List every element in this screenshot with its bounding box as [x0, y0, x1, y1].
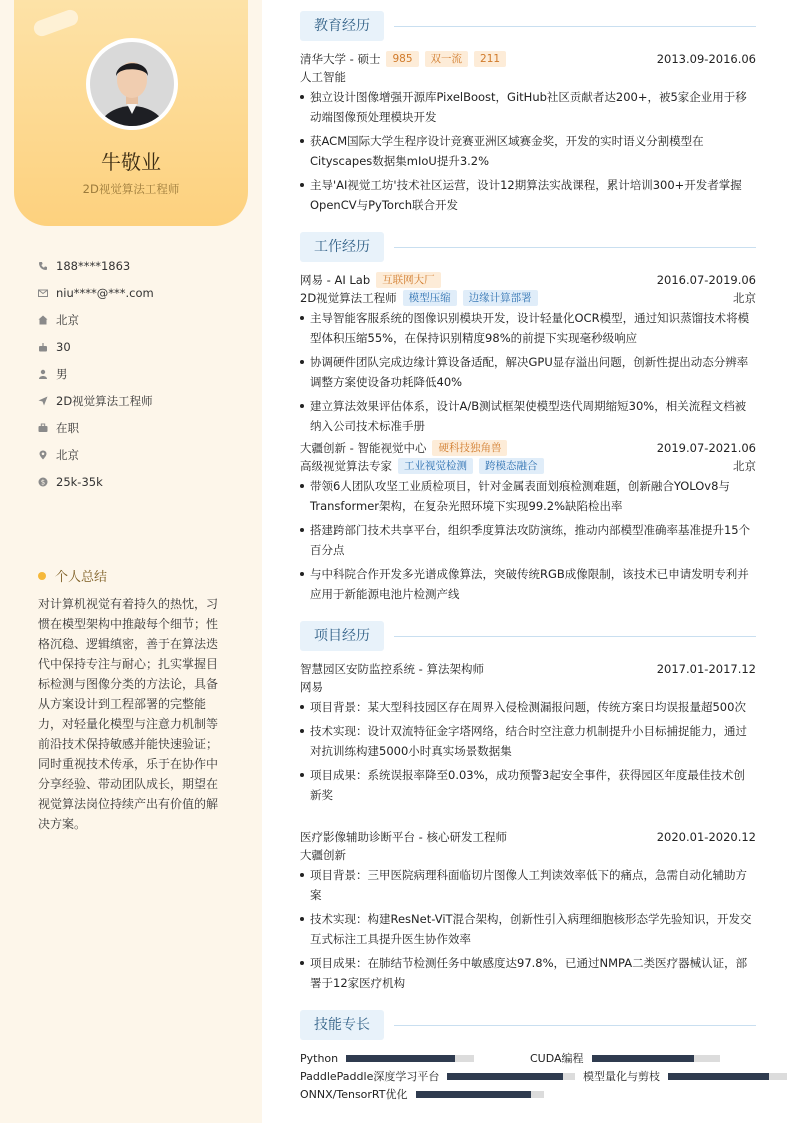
section-title: 项目经历	[300, 621, 384, 651]
tag-badge: 双一流	[425, 51, 469, 67]
list-item: 主导智能客服系统的图像识别模块开发，设计轻量化OCR模型，通过知识蒸馏技术将模型体积压缩55%，在保持识别精度98%的前提下实现毫秒级响应	[300, 308, 756, 348]
city: 北京	[733, 291, 756, 305]
bullet-list	[300, 308, 756, 436]
salary-icon	[38, 477, 48, 487]
tag-badge: 互联网大厂	[376, 272, 441, 288]
section-work	[300, 232, 756, 262]
tag-badge: 模型压缩	[403, 290, 457, 306]
svg-text:$: $	[40, 478, 46, 487]
summary-heading-text: 个人总结	[55, 570, 108, 585]
age-icon	[38, 342, 48, 352]
date-range: 2020.01-2020.12	[656, 830, 756, 844]
skill-bar	[592, 1055, 720, 1062]
contact-home	[38, 306, 154, 333]
job-role: 2D视觉算法工程师	[300, 291, 397, 305]
section-projects	[300, 621, 756, 651]
project-header	[300, 828, 756, 846]
mail-icon	[38, 288, 48, 298]
tag-badge: 硬科技独角兽	[432, 440, 507, 456]
skill-bar	[668, 1073, 787, 1080]
education-major-row	[300, 68, 756, 86]
company-name: 网易 - AI Lab	[300, 273, 371, 287]
skill-name: ONNX/TensorRT优化	[300, 1088, 408, 1101]
tag-badge: 跨模态融合	[479, 458, 544, 474]
section-skills	[300, 1010, 756, 1040]
status-text: 在职	[56, 420, 79, 435]
bullet-list	[300, 865, 756, 993]
divider	[394, 26, 756, 27]
skill-bar-fill	[416, 1091, 531, 1098]
work-entry	[300, 439, 756, 608]
date-range: 2013.09-2016.06	[656, 52, 756, 66]
tag-badge: 边缘计算部署	[463, 290, 538, 306]
major: 人工智能	[300, 70, 346, 84]
salary-text: 25k-35k	[56, 474, 103, 489]
list-item: 带领6人团队攻坚工业质检项目，针对金属表面划痕检测难题，创新融合YOLOv8与Transformer架构，在复杂光照环境下实现99.2%缺陷检出率	[300, 476, 756, 516]
date-range: 2016.07-2019.06	[656, 273, 756, 287]
school-name: 清华大学 - 硕士	[300, 52, 381, 66]
list-item: 获ACM国际大学生程序设计竞赛亚洲区域赛金奖，开发的实时语义分割模型在Cityscapes数据集mIoU提升3.2%	[300, 131, 756, 171]
work-header	[300, 271, 756, 289]
contact-gender	[38, 360, 154, 387]
project-name: 医疗影像辅助诊断平台 - 核心研发工程师	[300, 830, 507, 844]
bullet-list	[300, 87, 756, 215]
profile-name: 牛敬业	[101, 150, 161, 174]
project-name: 智慧园区安防监控系统 - 算法架构师	[300, 662, 484, 676]
skill-item	[300, 1067, 575, 1085]
project-header	[300, 660, 756, 678]
list-item: 与中科院合作开发多光谱成像算法，突破传统RGB成像限制，该技术已申请发明专利并应用于新能源电池片检测产线	[300, 564, 756, 604]
date-range: 2019.07-2021.06	[656, 441, 756, 455]
contact-phone	[38, 252, 154, 279]
divider	[394, 636, 756, 637]
list-item: 主导'AI视觉工坊'技术社区运营，设计12期算法实战课程，累计培训300+开发者掌握OpenCV与PyTorch联合开发	[300, 175, 756, 215]
list-item: 独立设计图像增强开源库PixelBoost，GitHub社区贡献者达200+，被5家企业用于移动端图像预处理模块开发	[300, 87, 756, 127]
work-role-row	[300, 457, 756, 475]
location-pin-icon	[38, 450, 48, 460]
skill-bar-fill	[447, 1073, 562, 1080]
tag-badge: 211	[474, 51, 506, 67]
project-org: 网易	[300, 680, 323, 694]
skill-bar	[447, 1073, 575, 1080]
work-role-row	[300, 289, 756, 307]
summary-text: 对计算机视觉有着持久的热忱，习惯在模型架构中推敲每个细节；性格沉稳、逻辑缜密，善于在算法迭代中保持专注与耐心；扎实掌握目标检测与图像分类的方法论，具备从方案设计到工程部署的完整能力，对轻量化模型与注意力机制等前沿技术保持敏感并能快速验证；同时重视技术传承，乐于在协作中分享经验、带动团队成长，期望在视觉算法岗位持续产出有价值的解决方案。	[38, 597, 219, 831]
gender-icon	[38, 369, 48, 379]
skill-item	[583, 1067, 787, 1085]
contact-target-role	[38, 387, 154, 414]
profile-title: 2D视觉算法工程师	[82, 182, 180, 196]
education-header	[300, 50, 756, 68]
skill-bar-fill	[592, 1055, 694, 1062]
section-education	[300, 11, 756, 41]
tag-badge: 工业视觉检测	[398, 458, 473, 474]
home-icon	[38, 315, 48, 325]
location-text: 北京	[56, 447, 79, 462]
contact-age	[38, 333, 154, 360]
work-entry	[300, 271, 756, 440]
work-header	[300, 439, 756, 457]
project-org-row	[300, 678, 756, 696]
target-role-text: 2D视觉算法工程师	[56, 393, 153, 408]
skill-name: CUDA编程	[530, 1052, 584, 1065]
divider	[394, 247, 756, 248]
contact-location	[38, 441, 154, 468]
bullet-list	[300, 697, 756, 805]
list-item: 项目成果：在肺结节检测任务中敏感度达97.8%，已通过NMPA二类医疗器械认证，部署于12家医疗机构	[300, 953, 756, 993]
skill-name: 模型量化与剪枝	[583, 1070, 660, 1083]
tag-badge: 985	[386, 51, 418, 67]
contact-status	[38, 414, 154, 441]
skill-bar-fill	[668, 1073, 769, 1080]
skill-name: PaddlePaddle深度学习平台	[300, 1070, 440, 1083]
project-org: 大疆创新	[300, 848, 346, 862]
section-title: 工作经历	[300, 232, 384, 262]
summary-heading	[38, 566, 107, 585]
skill-bar	[416, 1091, 544, 1098]
list-item: 技术实现：构建ResNet-ViT混合架构，创新性引入病理细胞核形态学先验知识，开发交互式标注工具提升医生协作效率	[300, 909, 756, 949]
skill-bar-fill	[346, 1055, 455, 1062]
city: 北京	[733, 459, 756, 473]
list-item: 协调硬件团队完成边缘计算设备适配，解决GPU显存溢出问题，创新性提出动态分辨率调整方案使设备功耗降低40%	[300, 352, 756, 392]
sidebar	[0, 0, 262, 1123]
skill-name: Python	[300, 1051, 339, 1065]
skill-bar	[346, 1055, 474, 1062]
skill-item	[300, 1085, 544, 1103]
list-item: 技术实现：设计双流特征金字塔网络，结合时空注意力机制提升小目标捕捉能力，通过对抗训练构建5000小时真实场景数据集	[300, 721, 756, 761]
divider	[394, 1025, 756, 1026]
contact-list	[38, 252, 154, 495]
education-entry	[300, 50, 756, 219]
skill-item	[530, 1049, 720, 1067]
project-org-row	[300, 846, 756, 864]
bullet-list	[300, 476, 756, 604]
skill-item	[300, 1049, 474, 1067]
section-title: 教育经历	[300, 11, 384, 41]
avatar	[86, 38, 178, 130]
email-text: niu****@***.com	[56, 285, 154, 300]
project-entry	[300, 660, 756, 809]
age-text: 30	[56, 339, 71, 354]
job-role: 高级视觉算法专家	[300, 459, 392, 473]
phone-text: 188****1863	[56, 258, 131, 273]
list-item: 项目背景：某大型科技园区存在周界入侵检测漏报问题，传统方案日均误报量超500次	[300, 697, 756, 717]
company-name: 大疆创新 - 智能视觉中心	[300, 441, 427, 455]
list-item: 项目成果：系统误报率降至0.03%，成功预警3起安全事件，获得园区年度最佳技术创新奖	[300, 765, 756, 805]
list-item: 搭建跨部门技术共享平台，组织季度算法攻防演练，推动内部模型准确率基准提升15个百分点	[300, 520, 756, 560]
home-text: 北京	[56, 312, 79, 327]
date-range: 2017.01-2017.12	[656, 662, 756, 676]
bullet-dot-icon	[38, 572, 46, 580]
send-icon	[38, 396, 48, 406]
phone-icon	[38, 261, 48, 271]
section-title: 技能专长	[300, 1010, 384, 1040]
list-item: 建立算法效果评估体系，设计A/B测试框架使模型迭代周期缩短30%，相关流程文档被纳入公司技术标准手册	[300, 396, 756, 436]
project-entry	[300, 828, 756, 997]
briefcase-icon	[38, 423, 48, 433]
list-item: 项目背景：三甲医院病理科面临切片图像人工判读效率低下的痛点，急需自动化辅助方案	[300, 865, 756, 905]
contact-email	[38, 279, 154, 306]
gender-text: 男	[56, 366, 68, 381]
contact-salary	[38, 468, 154, 495]
